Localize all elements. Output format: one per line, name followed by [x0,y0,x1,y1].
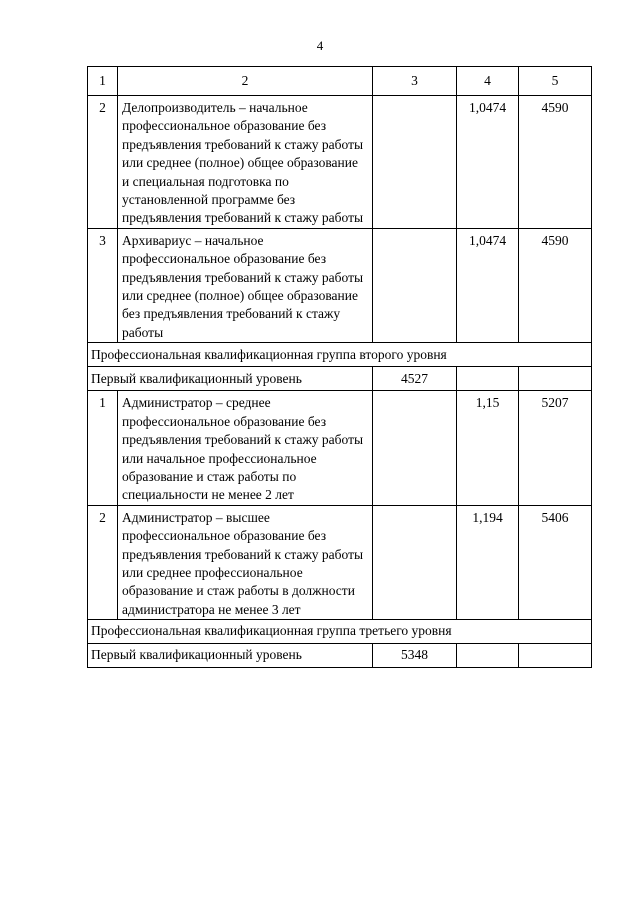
position-description: Архивариус – начальное профессиональное образование без предъявления требований к стажу работы или среднее (полное) общее образование без предъявления требований к стажу работы [118,228,373,342]
position-description: Администратор – среднее профессиональное образование без предъявления требований к стажу работы или начальное профессиональное образование и стаж работы по специальности не менее 2 лет [118,391,373,505]
base-salary-cell [373,228,457,342]
coefficient-cell: 1,0474 [457,96,519,229]
empty-cell [457,644,519,668]
table-header-row [88,67,592,96]
base-salary-cell [373,96,457,229]
level-label: Первый квалификационный уровень [88,644,373,668]
coefficient-cell: 1,15 [457,391,519,505]
salary-cell: 5207 [519,391,592,505]
header-cell-2: 2 [118,67,373,96]
group-heading-row [88,620,592,644]
level-row [88,367,592,391]
page-number: 4 [316,38,324,53]
empty-cell [519,644,592,668]
level-base-salary: 4527 [373,367,457,391]
salary-table [87,66,592,668]
header-cell-4: 4 [457,67,519,96]
header-cell-3: 3 [373,67,457,96]
level-label: Первый квалификационный уровень [88,367,373,391]
empty-cell [457,367,519,391]
coefficient-cell: 1,0474 [457,228,519,342]
group-heading-row [88,343,592,367]
table-row [88,505,592,619]
empty-cell [519,367,592,391]
row-number: 1 [88,391,118,505]
coefficient-cell: 1,194 [457,505,519,619]
group-heading: Профессиональная квалификационная группа третьего уровня [88,620,592,644]
group-heading: Профессиональная квалификационная группа второго уровня [88,343,592,367]
level-base-salary: 5348 [373,644,457,668]
table-row [88,228,592,342]
salary-cell: 4590 [519,228,592,342]
table-row [88,96,592,229]
base-salary-cell [373,505,457,619]
header-cell-1: 1 [88,67,118,96]
header-cell-5: 5 [519,67,592,96]
row-number: 2 [88,505,118,619]
row-number: 2 [88,96,118,229]
salary-cell: 4590 [519,96,592,229]
level-row [88,644,592,668]
salary-cell: 5406 [519,505,592,619]
position-description: Делопроизводитель – начальное профессиональное образование без предъявления требований к стажу работы или среднее (полное) общее образование и специальная подготовка по установленной программе без предъявления требований к стажу работы [118,96,373,229]
table-row [88,391,592,505]
row-number: 3 [88,228,118,342]
base-salary-cell [373,391,457,505]
position-description: Администратор – высшее профессиональное образование без предъявления требований к стажу работы или среднее профессиональное образование и стаж работы в должности администратора не менее 3 лет [118,505,373,619]
